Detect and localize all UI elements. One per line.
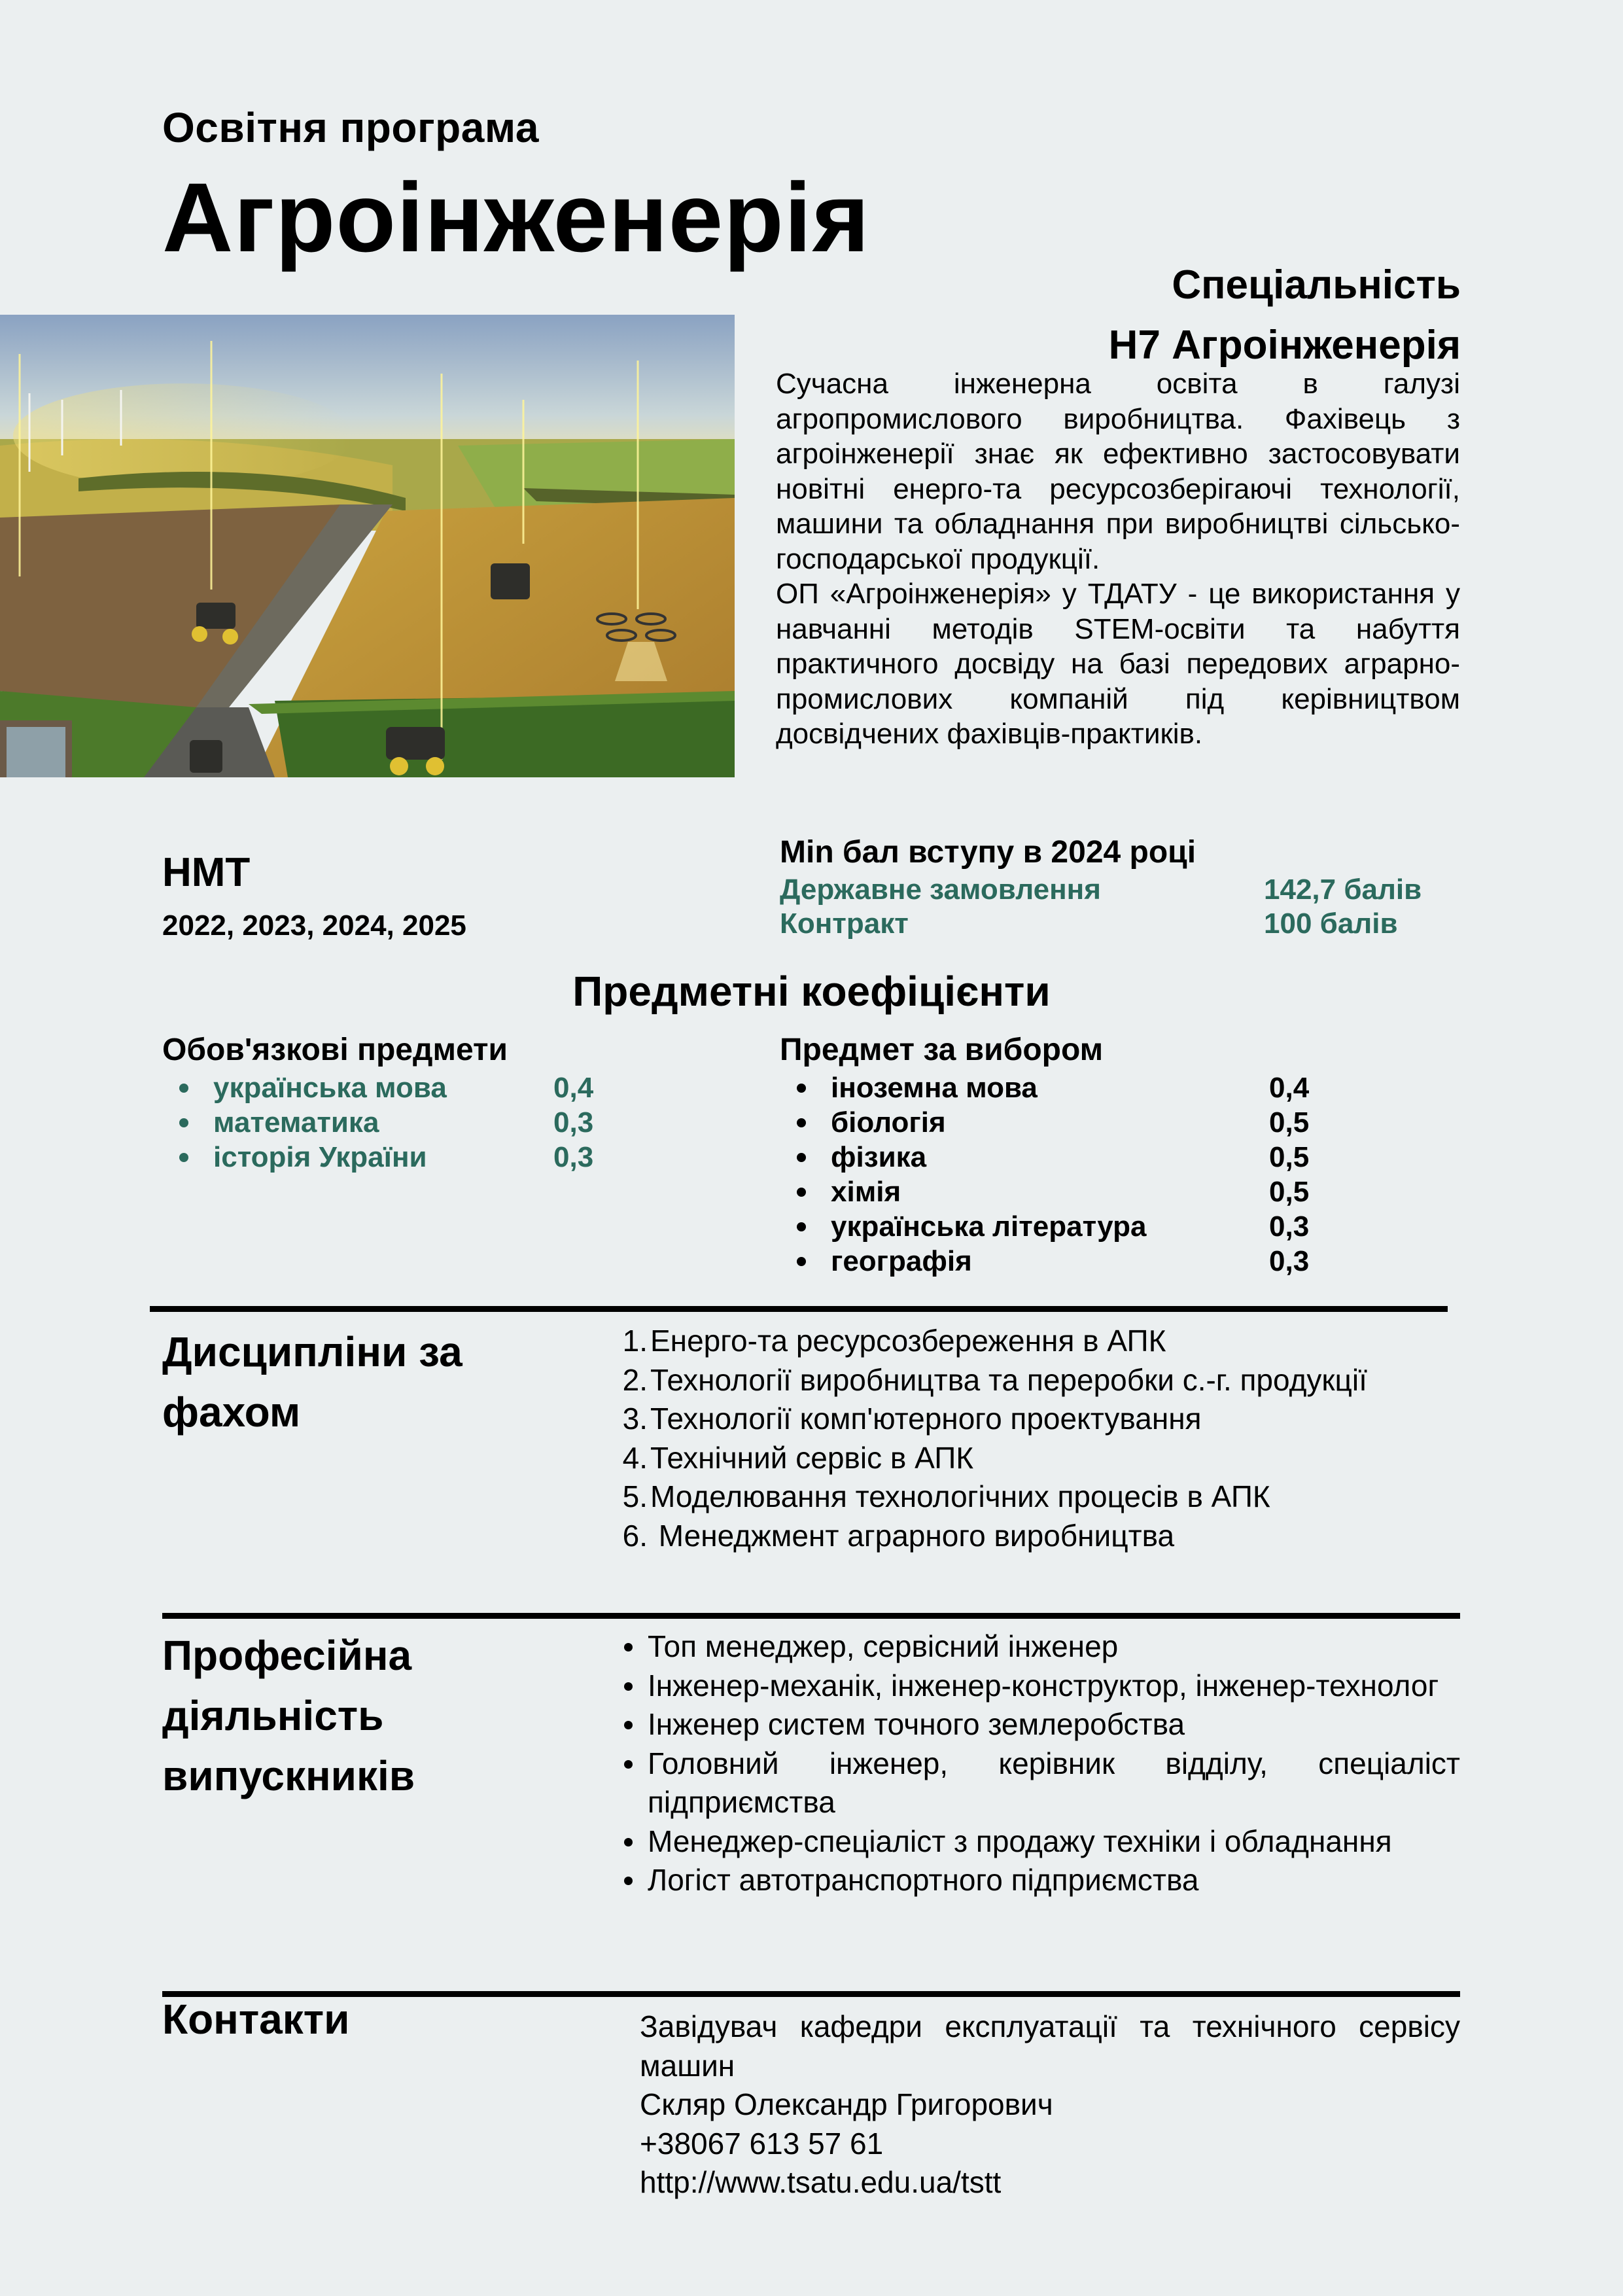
list-item: [621, 1361, 1460, 1400]
item-text: Головний інженер, керівник відділу, спеціаліст підприємства: [648, 1746, 1460, 1819]
program-kicker: Освітня програма: [162, 104, 539, 151]
heading-line: Професійна: [162, 1632, 412, 1679]
item-number: 2.: [622, 1362, 648, 1397]
item-number: 1.: [622, 1324, 648, 1358]
bullet-icon: [797, 1084, 806, 1093]
bullet-icon: [179, 1118, 188, 1127]
required-subjects-heading: Обов'язкові предмети: [162, 1033, 508, 1067]
bullet-icon: [797, 1222, 806, 1231]
item-text: Менеджмент аграрного виробництва: [650, 1518, 1175, 1553]
nmt-title: НМТ: [162, 850, 251, 895]
list-item: [780, 1105, 1309, 1140]
item-text: Логіст автотранспортного підприємства: [648, 1863, 1199, 1897]
list-item: [621, 1705, 1460, 1744]
bullet-icon: [621, 1822, 648, 1862]
list-item: [621, 1667, 1460, 1706]
list-item: [780, 1244, 1309, 1279]
program-title: Агроінженерія: [162, 162, 870, 272]
careers-heading: [162, 1625, 415, 1806]
subject-coefficient: 0,3: [1269, 1210, 1310, 1243]
list-item: [621, 1517, 1460, 1556]
list-item: [621, 1400, 1460, 1439]
item-number: 3.: [622, 1402, 648, 1436]
item-text: Енерго-та ресурсозбереження в АПК: [650, 1324, 1166, 1358]
specialty-block: [1109, 255, 1461, 376]
disciplines-list: [621, 1322, 1460, 1555]
careers-list: [621, 1627, 1460, 1900]
bullet-icon: [797, 1257, 806, 1266]
heading-line: фахом: [162, 1388, 301, 1436]
item-text: Моделювання технологічних процесів в АПК: [650, 1479, 1270, 1513]
subject-name: географія: [831, 1245, 972, 1277]
heading-line: діяльність: [162, 1692, 384, 1739]
bullet-icon: [179, 1084, 188, 1093]
bullet-icon: [621, 1705, 648, 1744]
subject-coefficient: 0,5: [1269, 1141, 1310, 1173]
section-divider: [150, 1306, 1448, 1312]
item-text: Технології виробництва та переробки с.-г. продукції: [650, 1362, 1367, 1397]
description-paragraph-1: Сучасна інженерна освіта в галузі агропромислового виробництва. Фахівець з агроінженерії знає як ефективно застосовувати новітні енерго-та ресурсозберігаючі технології, машини та обладнання при виробництві сільсько-господарської продукції.: [776, 368, 1460, 575]
subject-name: історія України: [213, 1141, 427, 1173]
item-text: Інженер-механік, інженер-конструктор, інженер-технолог: [648, 1668, 1439, 1703]
contact-phone[interactable]: +38067 613 57 61: [640, 2126, 884, 2161]
subject-name: біологія: [831, 1106, 946, 1139]
subject-name: фізика: [831, 1141, 927, 1173]
bullet-icon: [179, 1153, 188, 1162]
description-paragraph-2: ОП «Агроінженерія» у ТДАТУ - це використання у навчанні методів STEM-освіти та набуття практичного досвіду на базі передових аграрно-промислових компаній під керівництвом досвідчених фахівців-практиків.: [776, 578, 1460, 750]
disciplines-heading: [162, 1322, 462, 1442]
item-number: 4.: [622, 1440, 648, 1475]
subject-coefficient: 0,5: [1269, 1106, 1310, 1139]
bullet-icon: [621, 1744, 648, 1822]
item-text: Технічний сервіс в АПК: [650, 1440, 974, 1475]
subject-name: математика: [213, 1106, 379, 1139]
list-item: [162, 1140, 593, 1174]
list-item: [621, 1322, 1460, 1361]
subject-name: українська мова: [213, 1072, 447, 1104]
hero-image: [0, 315, 735, 777]
min-score-label: Державне замовлення: [780, 874, 1101, 906]
list-item: [162, 1105, 593, 1140]
contact-person: Скляр Олександр Григорович: [640, 2087, 1053, 2121]
list-item: [621, 1477, 1460, 1517]
min-score-value: 100 балів: [1264, 908, 1398, 940]
item-number: 6.: [622, 1518, 648, 1553]
bullet-icon: [621, 1627, 648, 1667]
contacts-block: [640, 2007, 1460, 2202]
list-item: [780, 1174, 1309, 1209]
heading-line: Дисципліни за: [162, 1328, 462, 1375]
item-text: Інженер систем точного землеробства: [648, 1707, 1185, 1741]
specialty-name: H7 Агроінженерія: [1108, 323, 1461, 368]
bullet-icon: [621, 1861, 648, 1900]
program-description: [776, 366, 1460, 752]
bullet-icon: [797, 1153, 806, 1162]
bullet-icon: [621, 1667, 648, 1706]
subject-coefficient: 0,4: [1269, 1072, 1310, 1104]
heading-line: випускників: [162, 1752, 415, 1799]
subject-coefficient: 0,3: [1269, 1245, 1310, 1277]
item-text: Менеджер-спеціаліст з продажу техніки і обладнання: [648, 1824, 1392, 1858]
item-number: 5.: [622, 1479, 648, 1513]
optional-subjects: [780, 1030, 1309, 1279]
min-score-row-contract: [780, 907, 1460, 941]
nmt-years: 2022, 2023, 2024, 2025: [162, 910, 466, 942]
optional-subjects-heading: Предмет за вибором: [780, 1033, 1104, 1067]
list-item: [621, 1627, 1460, 1667]
coefficients-title: Предметні коефіцієнти: [572, 968, 1051, 1015]
min-score-value: 142,7 балів: [1264, 874, 1422, 906]
contact-position: Завідувач кафедри експлуатації та технічного сервісу машин: [640, 2009, 1460, 2083]
section-divider: [162, 1991, 1460, 1997]
farm-landscape-illustration: [0, 315, 735, 777]
list-item: [621, 1822, 1460, 1862]
section-divider: [162, 1613, 1460, 1619]
subject-name: українська література: [831, 1210, 1147, 1243]
list-item: [621, 1744, 1460, 1822]
subject-coefficient: 0,3: [553, 1141, 594, 1173]
list-item: [621, 1439, 1460, 1478]
min-score-row-state: [780, 873, 1460, 907]
subject-name: хімія: [831, 1176, 901, 1208]
subject-name: іноземна мова: [831, 1072, 1038, 1104]
contacts-heading: Контакти: [162, 1996, 350, 2043]
list-item: [780, 1209, 1309, 1244]
bullet-icon: [797, 1118, 806, 1127]
subject-coefficient: 0,3: [553, 1106, 594, 1139]
item-text: Технології комп'ютерного проектування: [650, 1402, 1202, 1436]
item-text: Топ менеджер, сервісний інженер: [648, 1629, 1119, 1663]
subject-coefficient: 0,4: [553, 1072, 594, 1104]
min-score-block: [780, 832, 1460, 941]
specialty-label: Спеціальність: [1172, 262, 1461, 308]
list-item: [780, 1140, 1309, 1174]
list-item: [162, 1070, 593, 1105]
subject-coefficient: 0,5: [1269, 1176, 1310, 1208]
required-subjects: [162, 1030, 593, 1174]
list-item: [780, 1070, 1309, 1105]
min-score-heading: Min бал вступу в 2024 році: [780, 835, 1196, 870]
min-score-label: Контракт: [780, 908, 909, 940]
list-item: [621, 1861, 1460, 1900]
bullet-icon: [797, 1188, 806, 1197]
contact-website-link[interactable]: http://www.tsatu.edu.ua/tstt: [640, 2165, 1002, 2199]
